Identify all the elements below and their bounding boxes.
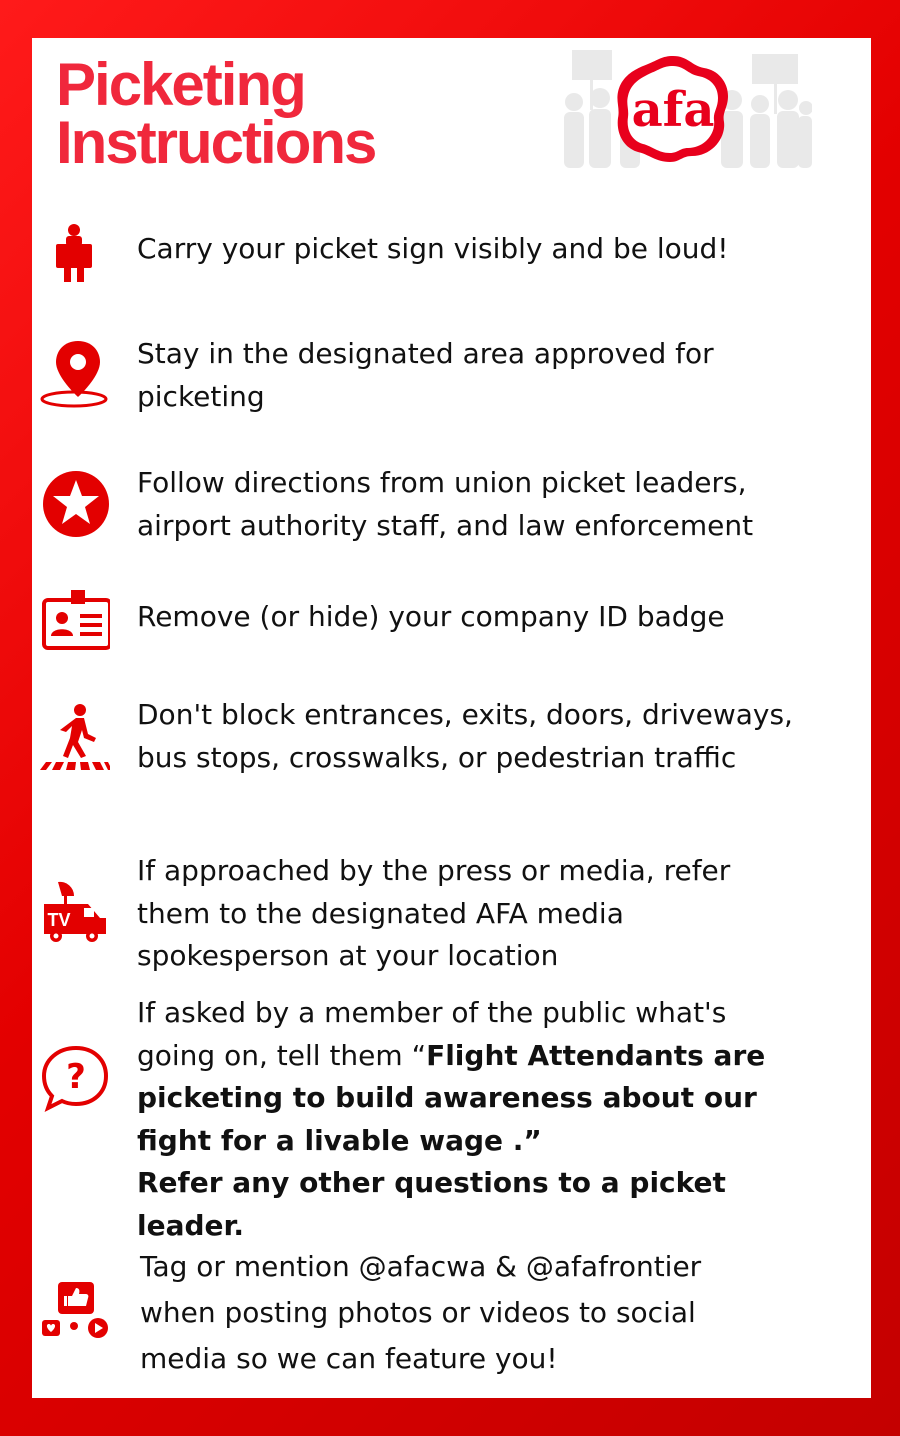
instruction-text [137,228,857,271]
question-mark: ? [66,1057,86,1097]
instruction-text [140,1244,860,1382]
instruction-line: Remove (or hide) your company ID badge [137,600,725,633]
instruction-line-bold: fight for a livable wage .” [137,1123,542,1157]
instruction-line-bold: Refer any other questions to a picket [137,1166,726,1199]
instruction-line: Follow directions from union picket leaders, [137,466,747,499]
instruction-line: bus stops, crosswalks, or pedestrian traffic [137,740,737,774]
instruction-line: picketing [137,379,265,413]
instruction-line [137,1035,857,1078]
instruction-line: Stay in the designated area approved for [137,337,714,370]
instruction-line: If asked by a member of the public what's [137,996,727,1029]
afa-logo [612,52,734,164]
pedestrian-crosswalk-icon [38,700,110,772]
page-title [56,51,376,176]
instruction-line: Carry your picket sign visibly and be loud! [137,232,729,265]
social-media-icon [38,1278,110,1350]
picket-sign-person-icon [38,216,110,288]
instruction-text [137,596,857,639]
instruction-line-plain: going on, tell them “ [137,1038,427,1072]
instruction-text [137,850,857,978]
instruction-line-bold: leader. [137,1208,244,1242]
instruction-line: airport authority staff, and law enforcement [137,508,754,542]
question-bubble-icon [38,1042,110,1114]
instruction-line: Tag or mention @afacwa & @afafrontier [140,1250,702,1283]
instruction-text [137,462,857,547]
tv-label: TV [47,910,71,930]
location-pin-icon [38,337,110,409]
instruction-line: when posting photos or videos to social [140,1296,696,1329]
instruction-line: If approached by the press or media, refer [137,854,731,887]
afa-logo-icon [617,56,728,162]
id-badge-icon [38,586,110,658]
instruction-card [32,38,871,1398]
star-badge-icon [38,466,110,538]
instruction-text [137,992,857,1247]
instruction-line: them to the designated AFA media [137,896,624,930]
instruction-line: media so we can feature you! [140,1342,558,1375]
title-line-2: Instructions [56,109,376,176]
instruction-line-bold: Flight Attendants are [426,1038,766,1072]
logo-text: afa [631,82,715,138]
instruction-text [137,694,857,779]
instruction-line: Don't block entrances, exits, doors, driveways, [137,698,793,731]
instruction-text [137,333,857,418]
tv-van-icon [38,876,110,948]
instruction-line: spokesperson at your location [137,939,559,972]
instruction-line-bold: picketing to build awareness about our [137,1081,757,1114]
title-line-1: Picketing [56,51,305,118]
